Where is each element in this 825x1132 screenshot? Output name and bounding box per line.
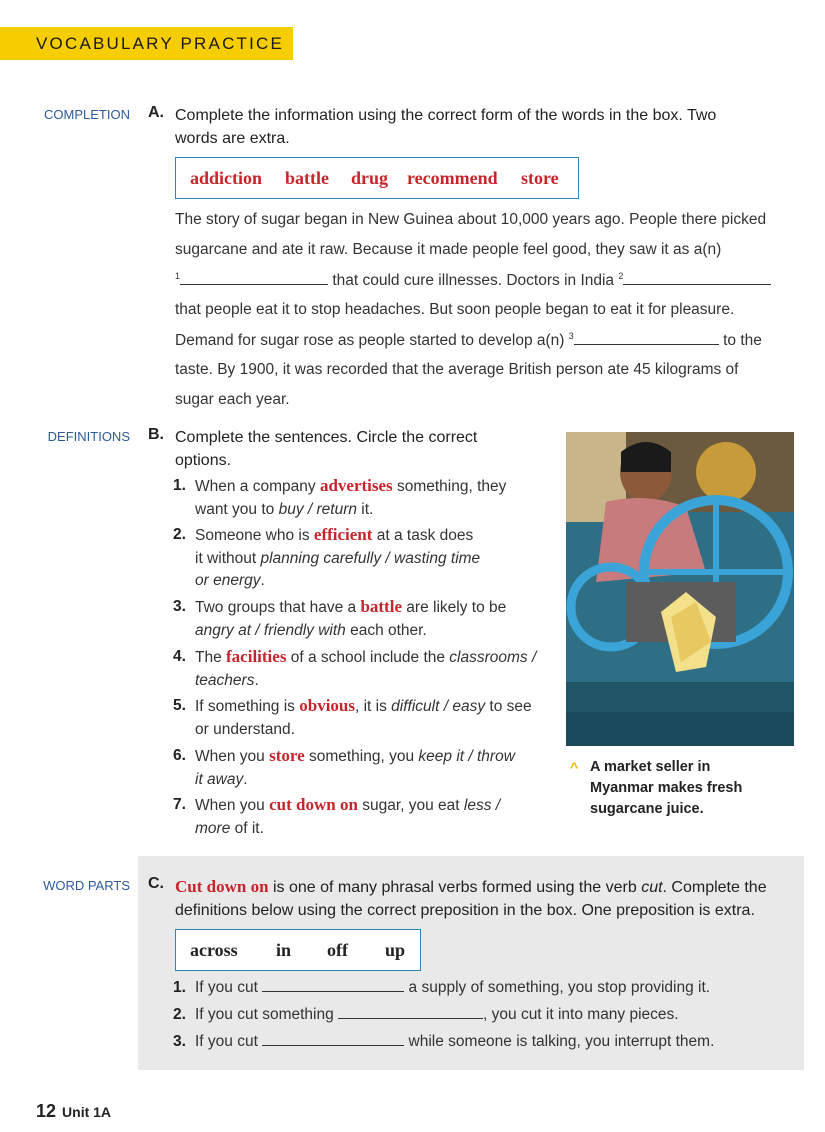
word-box-item: store (521, 168, 559, 188)
section-c-letter: C. (148, 875, 164, 892)
section-banner (0, 27, 293, 60)
section-a-instruction: Complete the information using the correct form of the words in the box. Two words are extra. (175, 107, 717, 147)
caret-up-icon: ^ (570, 759, 579, 775)
word-box-item: addiction (190, 168, 263, 188)
word-box-item: battle (285, 168, 329, 188)
option-choice[interactable]: buy / return (278, 500, 357, 518)
word-box-item: recommend (407, 168, 498, 188)
option-choice[interactable]: more (195, 819, 231, 837)
option-choice[interactable]: keep it / throw (418, 748, 515, 765)
photo-caption: ^ A market seller in Myanmar makes fresh sugarcane juice. (570, 759, 743, 817)
section-a-letter: A. (148, 104, 164, 121)
option-choice[interactable]: less / (463, 797, 501, 814)
unit-label: Unit 1A (62, 1104, 112, 1120)
option-choice[interactable]: or energy (195, 572, 261, 589)
word-box-item: across (190, 940, 238, 960)
option-choice[interactable]: classrooms / (449, 649, 537, 666)
blank-number: 2 (618, 271, 624, 281)
answer-blank-c1[interactable] (262, 979, 404, 992)
option-choice[interactable]: it away (195, 770, 244, 788)
answer-blank-1[interactable] (180, 272, 328, 285)
option-choice[interactable]: teachers (195, 671, 255, 689)
answer-blank-c2[interactable] (338, 1006, 483, 1019)
word-box-item: off (327, 940, 348, 960)
completion-label: COMPLETION (44, 107, 130, 122)
market-seller-photo (566, 432, 794, 746)
section-b-letter: B. (148, 426, 164, 443)
option-choice[interactable]: planning carefully / wasting time (260, 549, 481, 567)
word-box-item: drug (351, 168, 389, 188)
word-box-item: up (385, 940, 406, 960)
answer-blank-2[interactable] (623, 272, 771, 285)
word-box-c (175, 929, 421, 971)
definitions-label: DEFINITIONS (47, 429, 130, 444)
page-footer (36, 1101, 111, 1122)
blank-number: 1 (175, 271, 181, 281)
section-title: VOCABULARY PRACTICE (36, 34, 285, 53)
answer-blank-3[interactable] (574, 332, 719, 345)
answer-blank-c3[interactable] (262, 1033, 404, 1046)
word-box-a (175, 157, 579, 199)
blank-number: 3 (568, 331, 574, 341)
section-c-instruction: Cut down on is one of many phrasal verbs formed using the verb cut. Complete the definitions below using the correct preposition in the box. One preposition is extra. (175, 877, 767, 919)
section-b-instruction: Complete the sentences. Circle the correct options. (175, 429, 478, 469)
word-box-item: in (276, 940, 292, 960)
option-choice[interactable]: difficult / easy (391, 698, 486, 715)
page-number: 12 (36, 1101, 57, 1121)
word-parts-label: WORD PARTS (43, 878, 130, 893)
option-choice[interactable]: angry at / friendly with (195, 621, 346, 639)
